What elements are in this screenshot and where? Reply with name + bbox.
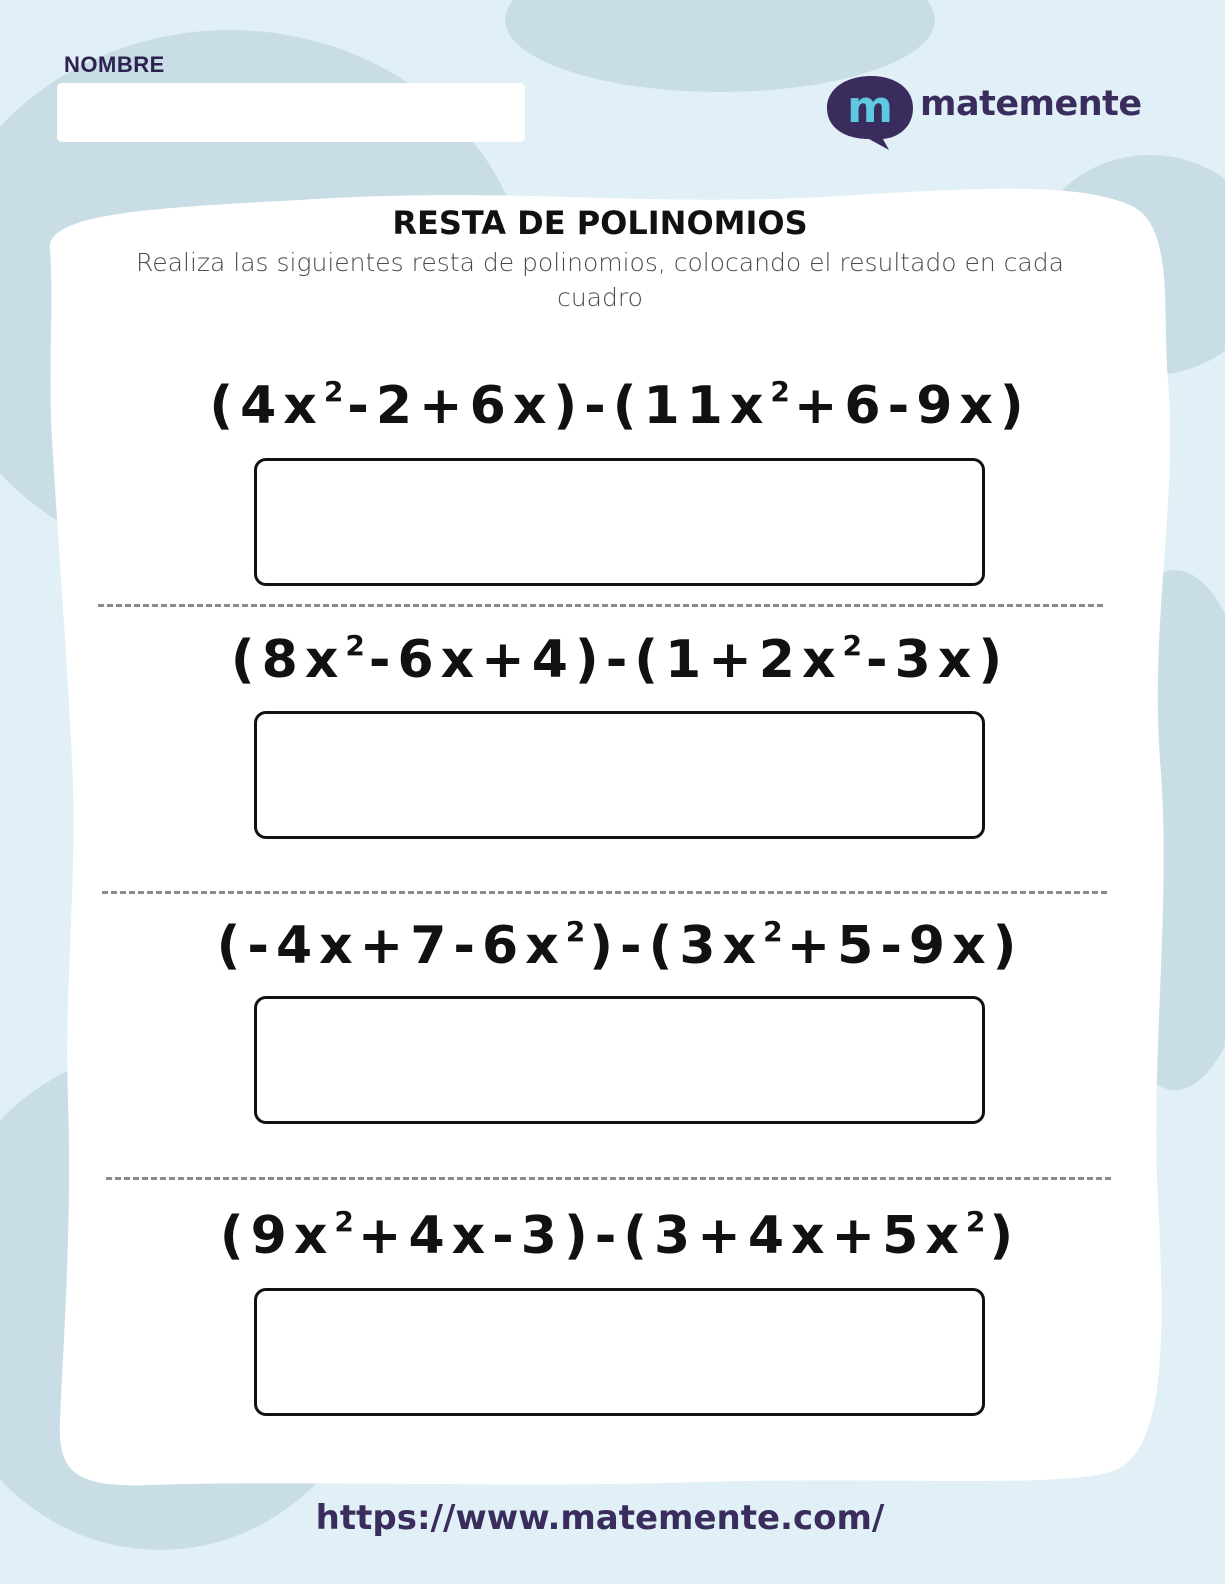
footer-url-link[interactable]: https://www.matemente.com/ (315, 1498, 885, 1538)
exercise-2-expression: $(8x^2-6x+4)-(1+2x^2-3x)$ (230, 629, 1010, 690)
worksheet-instructions: Realiza las siguientes resta de polinomios, colocando el resultado en cada cuadro (136, 248, 1064, 312)
speech-bubble-logo-icon (823, 72, 919, 152)
divider (98, 604, 1103, 607)
exercise-3-expression: $(-4x+7-6x^2)-(3x^2+5-9x)$ (216, 915, 1024, 976)
name-label: NOMBRE (64, 52, 165, 77)
exercise-3-answer-box[interactable] (254, 996, 985, 1124)
exercise-1-expression: $(4x^2-2+6x)-(11x^2+6-9x)$ (209, 375, 1031, 436)
exercise-4-answer-box[interactable] (254, 1288, 985, 1416)
divider (106, 1177, 1111, 1180)
name-field[interactable] (57, 83, 525, 142)
matemente-logo (823, 72, 1143, 154)
exercise-4-expression: $(9x^2+4x-3)-(3+4x+5x^2)$ (219, 1205, 1021, 1266)
logo-letter: m (847, 82, 893, 133)
exercise-1-answer-box[interactable] (254, 458, 985, 586)
worksheet-title: RESTA DE POLINOMIOS (392, 204, 808, 242)
exercise-2-answer-box[interactable] (254, 711, 985, 839)
logo-text: matemente (920, 84, 1142, 124)
divider (102, 891, 1107, 894)
